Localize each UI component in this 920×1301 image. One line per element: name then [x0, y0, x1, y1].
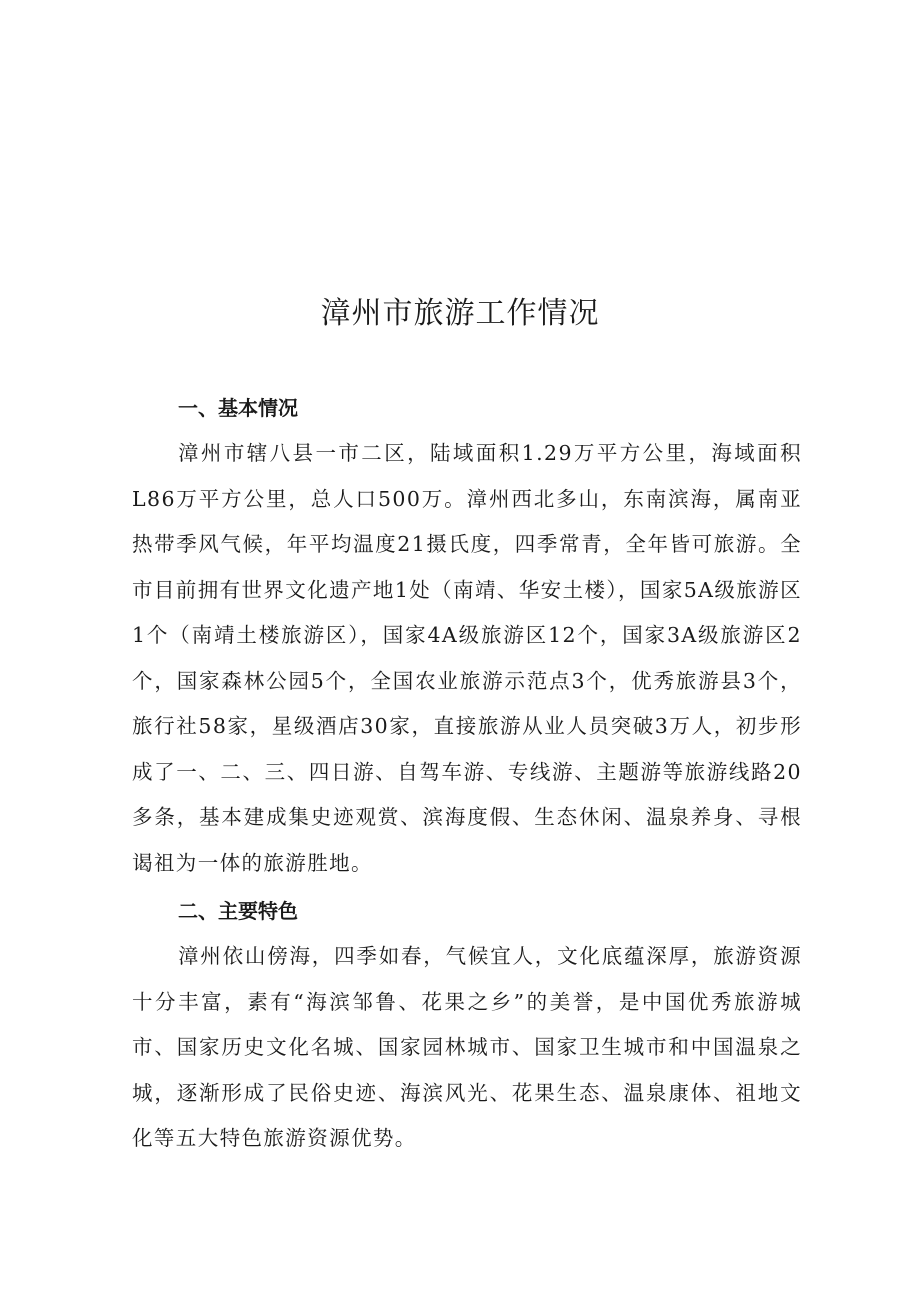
section-paragraph-basic-situation: 漳州市辖八县一市二区，陆域面积1.29万平方公里，海域面积L86万平方公里，总人口500万。漳州西北多山，东南滨海，属南亚热带季风气候，年平均温度21摄氏度，四季常青，全年皆可旅游。全市目前拥有世界文化遗产地1处（南靖、华安土楼），国家5A级旅游区1个（南靖土楼旅游区），国家4A级旅游区12个，国家3A级旅游区2个，国家森林公园5个，全国农业旅游示范点3个，优秀旅游县3个，旅行社58家，星级酒店30家，直接旅游从业人员突破3万人，初步形成了一、二、三、四日游、自驾车游、专线游、主题游等旅游线路20多条，基本建成集史迹观赏、滨海度假、生态休闲、温泉养身、寻根谒祖为一体的旅游胜地。	[132, 441, 802, 875]
document-title: 漳州市旅游工作情况	[320, 296, 600, 331]
section-heading-basic-situation: 一、基本情况	[178, 396, 298, 420]
section-paragraph-main-features: 漳州依山傍海，四季如春，气候宜人，文化底蕴深厚，旅游资源十分丰富，素有“海滨邹鲁、花果之乡”的美誉，是中国优秀旅游城市、国家历史文化名城、国家园林城市、国家卫生城市和中国温泉之城，逐渐形成了民俗史迹、海滨风光、花果生态、温泉康体、祖地文化等五大特色旅游资源优势。	[132, 944, 802, 1150]
section-heading-main-features: 二、主要特色	[178, 899, 298, 923]
document-body	[132, 385, 802, 1162]
